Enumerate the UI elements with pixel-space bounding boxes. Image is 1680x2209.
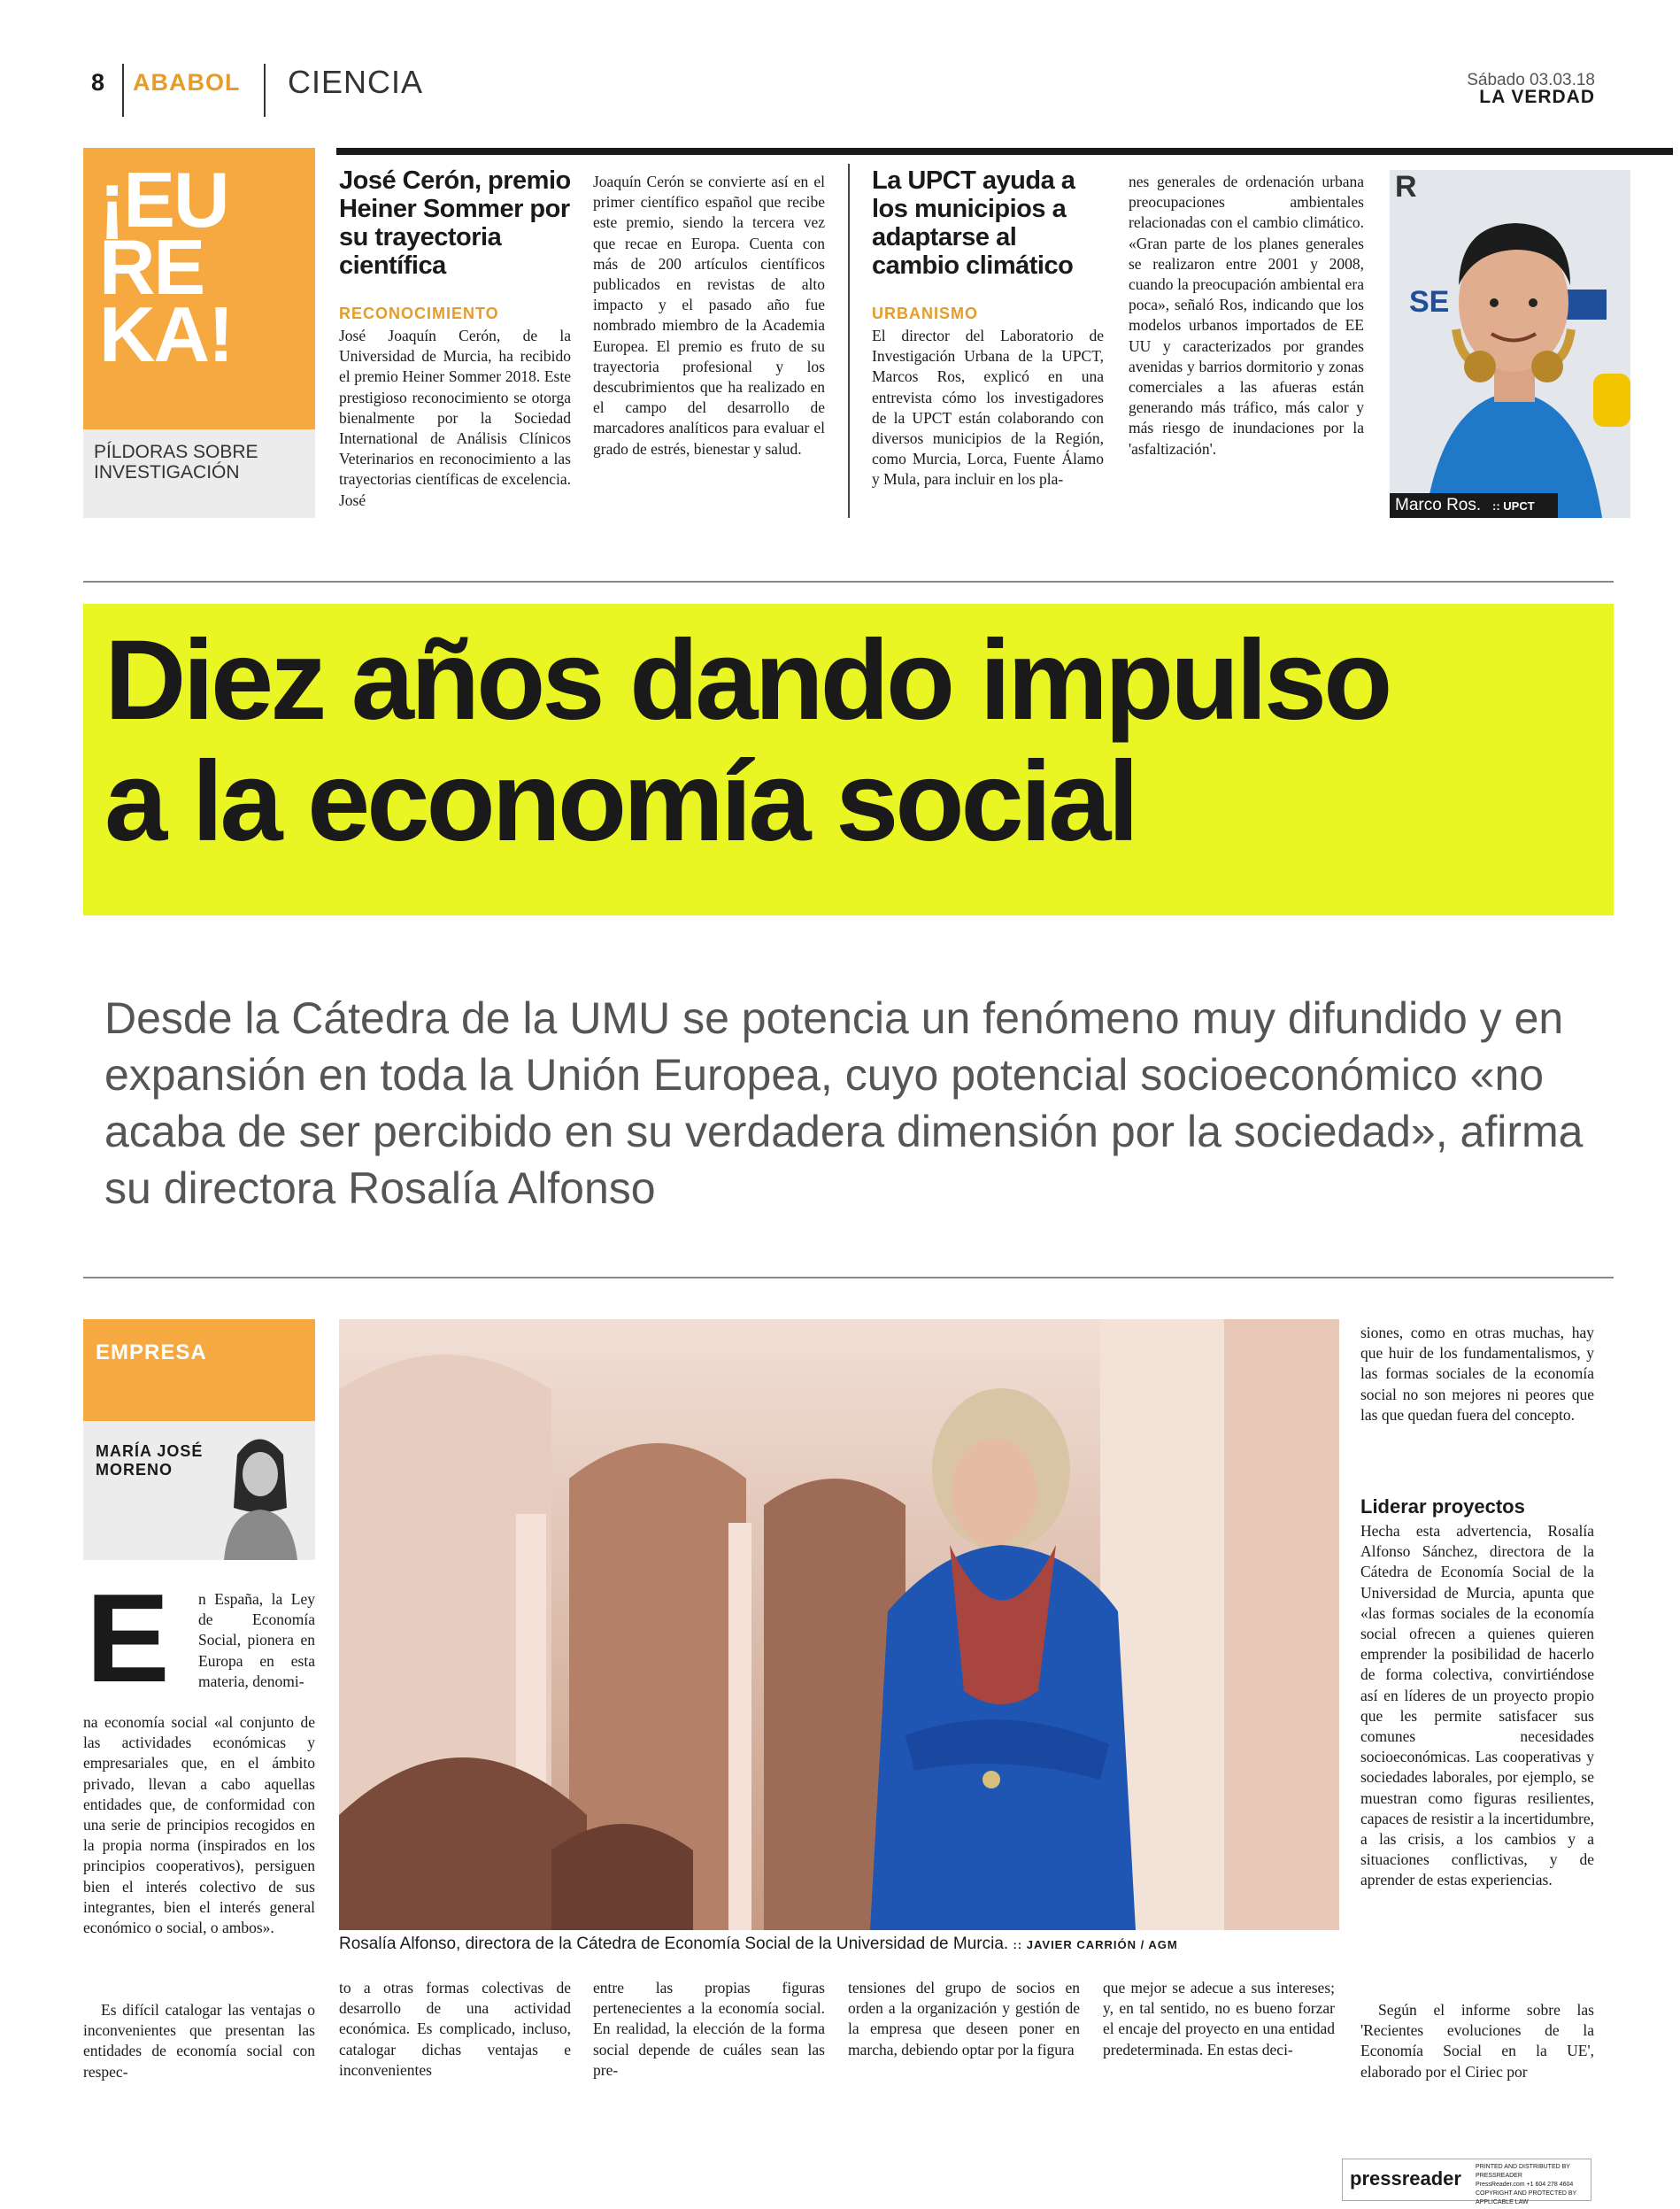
brief1-kicker: RECONOCIMIENTO [339,305,499,322]
subhead: Liderar proyectos [1360,1495,1525,1518]
header-divider [122,64,124,117]
brief2-headline: La UPCT ayuda a los municipios a adaptarse al cambio climático [872,166,1075,280]
author-photo [211,1428,308,1560]
right-col-part3: Según el informe sobre las 'Recientes evoluciones de la Economía Social en la UE', elaborado por el Ciriec por [1360,2001,1594,2081]
right-col-part2: Hecha esta advertencia, Rosalía Alfonso Sánchez, directora de la Cátedra de Economía Social de la Universidad de Murcia, apunta que «las formas sociales de la economía social ofrecen a quienes quieren emprender la posibilidad de hacerlo de forma colectiva, convirtiéndose así en líderes de un proyecto propio que les permite satisfacer sus comunes necesidades socioeconómicas. Las cooperativas y sociedades laborales, por ejemplo, se muestran como figuras resilientes, capaces de resistir a la incertidumbre, a las crisis, a los cambios y a situaciones conflictivas, y de aprender de estas experiencias. [1360,1522,1594,1889]
brief2-kicker: URBANISMO [872,305,978,322]
section-label: EMPRESA [96,1340,207,1364]
rosalia-alfonso-photo [339,1319,1339,1930]
body-col-2: to a otras formas colectivas de desarrollo de una actividad económica. Es complicado, incluso, catalogar dichas ventajas e inconvenientes [339,1979,571,2079]
article-deck: Desde la Cátedra de la UMU se potencia un fenómeno muy difundido y en expansión en toda la Unión Europea, cuyo potencial socioeconómico «no acaba de ser percibido en su verdadera dimensión por la sociedad», afirma su directora Rosalía Alfonso [104,993,1584,1213]
lead-text-narrow: n España, la Ley de Economía Social, pionera en Europa en esta materia, denomi- [198,1590,315,1690]
column-divider [848,164,850,518]
brief2-col2: nes generales de ordenación urbana preocupaciones ambientales relacionadas con el cambio climático. «Gran parte de los planes generales se realizaron entre 2001 y 2008, cuando la preocupación ambiental era poca», señaló Ros, indicando que los modelos urbanos importados de EE UU y caracterizados por grandes avenidas y barrios dormitorio y zonas comerciales a las afueras están generando más tráfico, más calor y más riesgo de inundaciones por la 'asfaltización'. [1129,173,1364,458]
brief2-col1: El director del Laboratorio de Investigación Urbana de la UPCT, Marcos Ros, explicó en una entrevista cómo los investigadores de la UPCT están colaborando con diversos municipios de la Región, como Murcia, Lorca, Fuente Álamo y Mula, para incluir en los pla- [872,327,1104,489]
author-name: MARÍA JOSÉ MORENO [96,1442,204,1479]
body-col-3: entre las propias figuras pertenecientes a la economía social. En realidad, la elección de la forma social depende de cuáles sean las pre- [593,1979,825,2079]
eureka-tagline: PÍLDORAS SOBRE INVESTIGACIÓN [83,429,315,518]
photo-credit: :: UPCT [1492,499,1535,513]
photo-caption-row [339,1935,1339,1954]
body-para-2: Es difícil catalogar las ventajas o inconvenientes que presentan las entidades de economía social con respec- [83,2001,315,2081]
drop-cap: E [86,1568,170,1709]
photo-caption-box [1390,493,1558,518]
page-number: 8 [91,69,105,96]
section-rule [83,1277,1614,1278]
top-rule [336,148,1673,155]
main-headline: Diez años dando impulso a la economía social [104,617,1390,865]
body-col-5: que mejor se adecue a sus intereses; y, en tal sentido, no es bueno forzar el encaje del proyecto en una entidad predeterminada. En estas deci- [1103,1979,1335,2058]
eureka-title: ¡EU RE KA! [99,156,233,378]
brief1-col2: Joaquín Cerón se convierte así en el primer científico español que recibe este premio, siendo la tercera vez que recae en Europa. Cuenta con más de 200 artículos científicos publicados en revistas de alto impacto y el pasado año fue nombrado miembro de la Academia Europea. El premio es fruto de su trayectoria profesional y los descubrimientos que ha realizado en el campo del desarrollo de marcadores analíticos para evaluar el grado de estrés, bienestar y salud. [593,173,825,458]
svg-text:SE: SE [1409,285,1450,319]
header-divider [264,64,266,117]
subsection-name: CIENCIA [288,64,424,100]
lead-text-wide: na economía social «al conjunto de las actividades económicas y empresariales que, en el ámbito privado, llevan a cabo aquellas entidades que, de conformidad con una serie de principios recogidos en la propia norma (inspirados en los principios cooperativos), persiguen bien el interés colectivo de sus integrantes, bien el interés general económico o social, o ambos». [83,1713,315,1937]
photo-caption: Rosalía Alfonso, directora de la Cátedra de Economía Social de la Universidad de Murcia. [339,1935,1009,1953]
pressreader-brand: pressreader [1350,2167,1461,2190]
marcos-ros-photo [1390,170,1630,518]
pressreader-legal: PRINTED AND DISTRIBUTED BY PRESSREADER PressReader.com +1 604 278 4604 COPYRIGHT AND PROTECTED BY APPLICABLE LAW [1476,2164,1577,2205]
section-rule [83,581,1614,583]
byline-box [83,1421,315,1560]
section-label-box [83,1319,315,1421]
brief1-col1: José Joaquín Cerón, de la Universidad de Murcia, ha recibido el premio Heiner Sommer 2018. Este prestigioso reconocimiento se otorga bienalmente por la Sociedad International de Análisis Clínicos Veterinarios en reconocimiento a las trayectorias científicas de excelencia. José [339,327,571,509]
issue-date: Sábado 03.03.18 [1467,71,1595,89]
body-col-4: tensiones del grupo de socios en orden a la organización y gestión de la empresa que deseen poner en marcha, debiendo optar por la figura [848,1979,1080,2058]
brief1-headline: José Cerón, premio Heiner Sommer por su trayectoria científica [339,166,571,280]
newspaper-name: LA VERDAD [1479,87,1595,107]
photo-caption: Marco Ros. [1395,496,1482,514]
right-col-part1: siones, como en otras muchas, hay que huir de los fundamentalismos, y las formas sociales de la economía social no son mejores ni peores que las que quedan fuera del concepto. [1360,1324,1594,1424]
section-name: ABABOL [133,69,241,96]
svg-text:R: R [1395,170,1417,204]
pressreader-badge[interactable] [1342,2159,1591,2205]
photo-credit: :: JAVIER CARRIÓN / AGM [1013,1938,1178,1951]
